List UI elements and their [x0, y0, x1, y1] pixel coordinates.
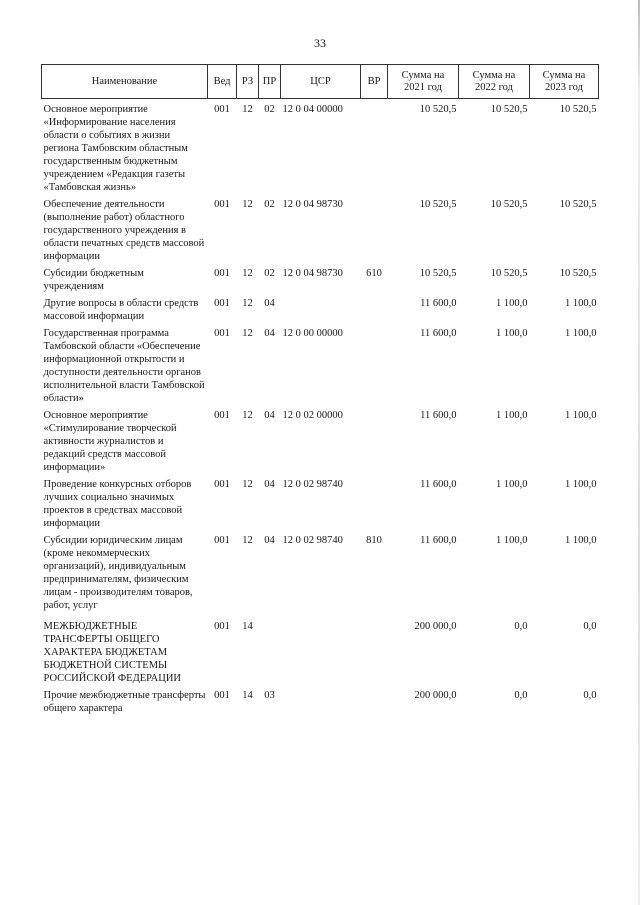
cell-pr: 04 [264, 328, 275, 339]
cell-sum-2023: 0,0 [583, 621, 597, 632]
table-row [42, 194, 599, 263]
column-header-sum-2021: Сумма на 2021 год [388, 65, 459, 99]
cell-sum-2022: 1 100,0 [496, 535, 528, 546]
cell-name: Субсидии юридическим лицам (кроме некоммерческих организаций), индивидуальным предпринимателям, физическим лицам - производителям товаров, работ, услуг [43, 535, 193, 611]
cell-vr [361, 293, 388, 323]
column-header-pr: ПР [259, 65, 281, 99]
page-number: 33 [314, 36, 326, 50]
cell-vr [361, 685, 388, 715]
table-row [42, 293, 599, 323]
cell-name: Основное мероприятие «Стимулирование творческой активности журналистов и редакций средств массовой информации» [43, 410, 177, 473]
cell-name: Государственная программа Тамбовской области «Обеспечение информационной открытости и доступности деятельности органов исполнительной власти Тамбовской области» [43, 328, 205, 404]
cell-sum-2023: 1 100,0 [565, 410, 597, 421]
cell-name: Субсидии бюджетным учреждениям [43, 268, 144, 292]
cell-sum-2022: 1 100,0 [496, 479, 528, 490]
cell-csr [281, 612, 361, 685]
cell-name: МЕЖБЮДЖЕТНЫЕ ТРАНСФЕРТЫ ОБЩЕГО ХАРАКТЕРА БЮДЖЕТАМ БЮДЖЕТНОЙ СИСТЕМЫ РОССИЙСКОЙ ФЕДЕРАЦИИ [43, 621, 181, 684]
cell-csr [281, 685, 361, 715]
cell-rz: 12 [242, 410, 253, 421]
cell-csr: 12 0 02 98740 [282, 535, 343, 546]
table-row [42, 405, 599, 474]
cell-sum-2023: 10 520,5 [559, 104, 597, 115]
cell-sum-2023: 0,0 [583, 690, 597, 701]
cell-csr: 12 0 04 98730 [282, 199, 343, 210]
cell-csr: 12 0 00 00000 [282, 328, 343, 339]
cell-vr [361, 474, 388, 530]
cell-rz: 12 [242, 199, 253, 210]
cell-csr [281, 293, 361, 323]
cell-ved: 001 [214, 104, 230, 115]
cell-sum-2021: 200 000,0 [414, 621, 457, 632]
cell-sum-2022: 10 520,5 [490, 199, 528, 210]
cell-sum-2022: 10 520,5 [490, 104, 528, 115]
cell-vr [361, 323, 388, 405]
cell-pr: 03 [264, 690, 275, 701]
cell-sum-2023: 1 100,0 [565, 328, 597, 339]
cell-rz: 12 [242, 104, 253, 115]
cell-sum-2021: 11 600,0 [420, 298, 457, 309]
cell-sum-2022: 1 100,0 [496, 328, 528, 339]
cell-ved: 001 [214, 199, 230, 210]
cell-sum-2023: 1 100,0 [565, 535, 597, 546]
cell-ved: 001 [214, 268, 230, 279]
table-row [42, 263, 599, 293]
cell-sum-2021: 11 600,0 [420, 535, 457, 546]
cell-ved: 001 [214, 410, 230, 421]
budget-table [41, 64, 599, 715]
cell-pr: 02 [264, 268, 275, 279]
cell-rz: 12 [242, 535, 253, 546]
cell-name: Обеспечение деятельности (выполнение работ) областного государственного учреждения в области печатных средств массовой информации [43, 199, 205, 262]
table-header-row [42, 65, 599, 99]
column-header-rz: РЗ [237, 65, 259, 99]
cell-sum-2021: 10 520,5 [419, 104, 457, 115]
cell-rz: 12 [242, 268, 253, 279]
cell-sum-2023: 10 520,5 [559, 268, 597, 279]
cell-rz: 12 [242, 479, 253, 490]
column-header-ved: Вед [208, 65, 237, 99]
cell-pr: 02 [264, 199, 275, 210]
cell-name: Другие вопросы в области средств массовой информации [43, 298, 199, 322]
table-row [42, 612, 599, 685]
cell-pr: 04 [264, 410, 275, 421]
cell-sum-2023: 1 100,0 [565, 479, 597, 490]
cell-rz: 12 [242, 328, 253, 339]
table-row [42, 323, 599, 405]
cell-pr [259, 612, 281, 685]
cell-pr: 04 [264, 535, 275, 546]
cell-ved: 001 [214, 621, 230, 632]
cell-sum-2022: 0,0 [514, 621, 528, 632]
cell-sum-2023: 1 100,0 [565, 298, 597, 309]
cell-vr [361, 194, 388, 263]
cell-sum-2023: 10 520,5 [559, 199, 597, 210]
cell-sum-2022: 10 520,5 [490, 268, 528, 279]
cell-sum-2021: 11 600,0 [420, 328, 457, 339]
cell-ved: 001 [214, 298, 230, 309]
cell-csr: 12 0 02 00000 [282, 410, 343, 421]
cell-sum-2022: 1 100,0 [496, 410, 528, 421]
cell-name: Основное мероприятие «Информирование населения области о событиях в жизни региона Тамбовским областным государственным бюджетным учреждением «Редакция газеты «Тамбовская жизнь» [43, 104, 188, 193]
cell-vr: 610 [366, 268, 382, 279]
cell-sum-2021: 200 000,0 [414, 690, 457, 701]
cell-sum-2022: 1 100,0 [496, 298, 528, 309]
cell-sum-2021: 10 520,5 [419, 268, 457, 279]
cell-ved: 001 [214, 690, 230, 701]
cell-rz: 14 [242, 621, 253, 632]
cell-csr: 12 0 04 98730 [282, 268, 343, 279]
cell-ved: 001 [214, 535, 230, 546]
column-header-sum-2023: Сумма на 2023 год [530, 65, 599, 99]
cell-rz: 12 [242, 298, 253, 309]
column-header-vr: ВР [361, 65, 388, 99]
column-header-name: Наименование [42, 65, 208, 99]
cell-pr: 04 [264, 298, 275, 309]
table-row [42, 530, 599, 612]
table-row [42, 685, 599, 715]
cell-ved: 001 [214, 328, 230, 339]
cell-sum-2021: 10 520,5 [419, 199, 457, 210]
cell-vr [361, 405, 388, 474]
cell-rz: 14 [242, 690, 253, 701]
cell-sum-2021: 11 600,0 [420, 410, 457, 421]
cell-pr: 04 [264, 479, 275, 490]
cell-vr [361, 99, 388, 195]
table-body [42, 99, 599, 716]
cell-vr: 810 [366, 535, 382, 546]
cell-vr [361, 612, 388, 685]
column-header-csr: ЦСР [281, 65, 361, 99]
cell-csr: 12 0 02 98740 [282, 479, 343, 490]
column-header-sum-2022: Сумма на 2022 год [459, 65, 530, 99]
cell-sum-2021: 11 600,0 [420, 479, 457, 490]
cell-name: Прочие межбюджетные трансферты общего характера [43, 690, 206, 714]
cell-ved: 001 [214, 479, 230, 490]
table-row [42, 99, 599, 195]
cell-name: Проведение конкурсных отборов лучших социально значимых проектов в средствах массовой информации [43, 479, 192, 529]
cell-pr: 02 [264, 104, 275, 115]
cell-csr: 12 0 04 00000 [282, 104, 343, 115]
table-row [42, 474, 599, 530]
cell-sum-2022: 0,0 [514, 690, 528, 701]
